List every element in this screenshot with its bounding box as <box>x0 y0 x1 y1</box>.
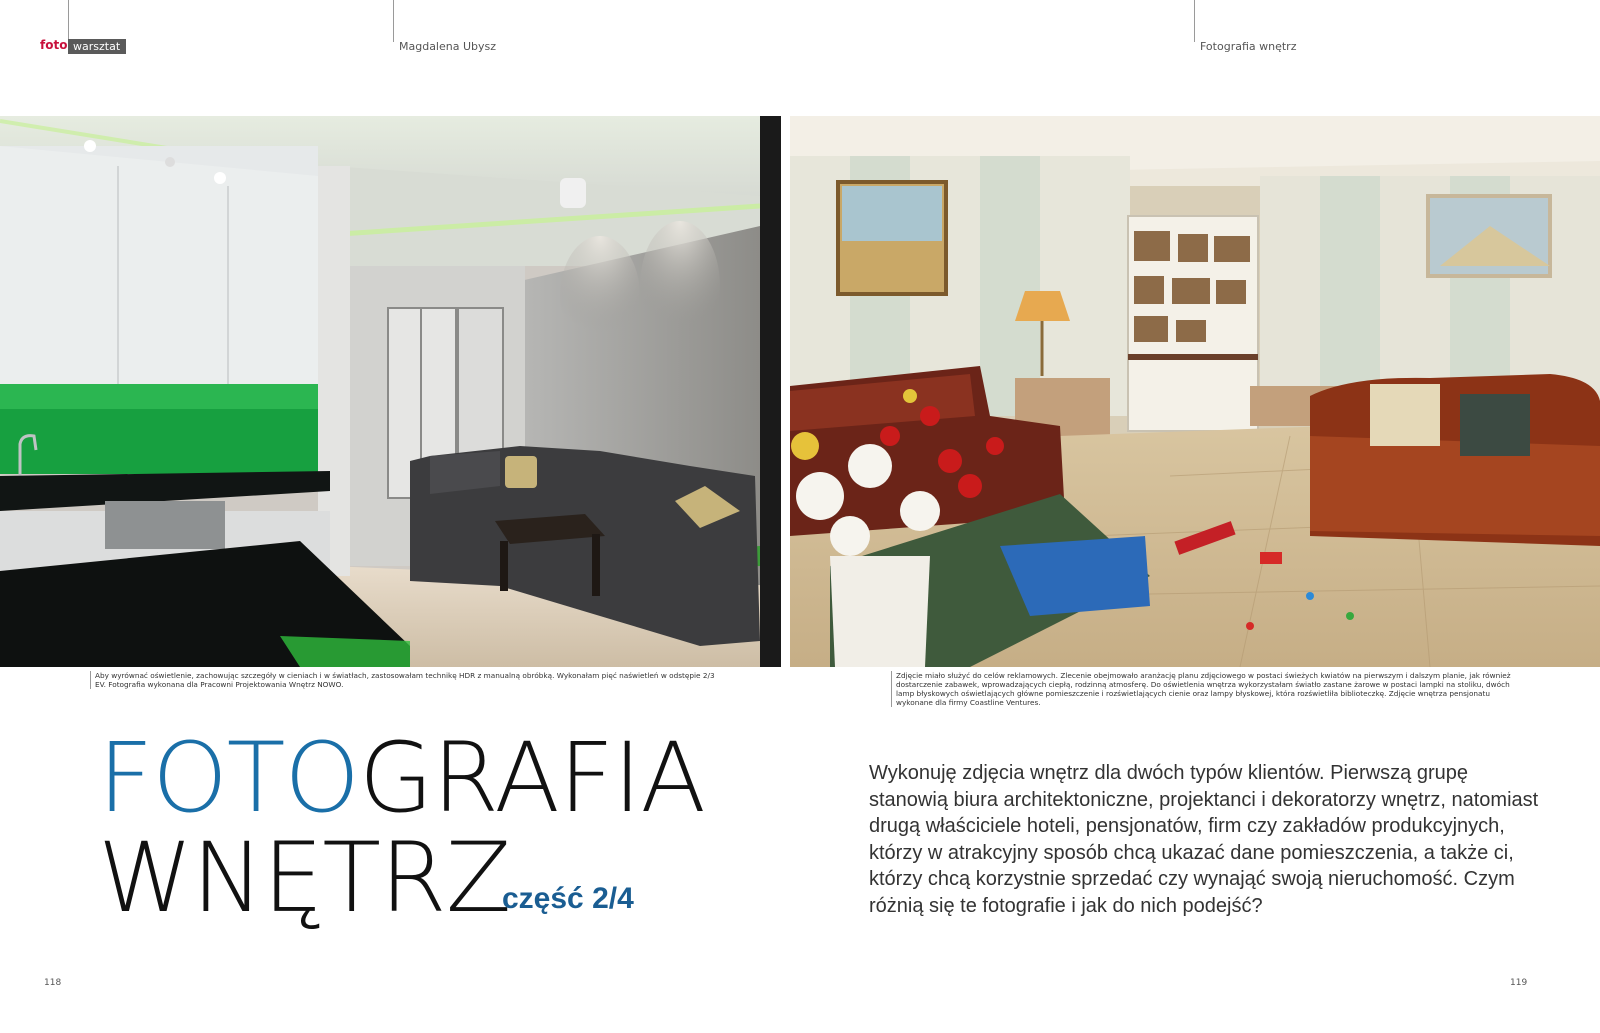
guesthouse-living-room-illustration <box>790 116 1600 667</box>
series-part-label: część 2/4 <box>502 882 634 915</box>
header-rule-2 <box>393 0 394 42</box>
header-rule-1 <box>68 0 69 42</box>
article-lede: Wykonuję zdjęcia wnętrz dla dwóch typów klientów. Pierwszą grupę stanowią biura architektoniczne, projektanci i dekoratorzy wnętrz, natomiast drugą właściciele hoteli, pensjonatów, firm czy zakładów produkcyjnych, którzy w atrakcyjny sposób chcą ukazać dane pomieszczenia, a także ci, którzy chcą korzystnie sprzedać czy wynająć swoją nieruchomość. Czym różnią się te fotografie i jak do nich podejść? <box>869 762 1539 917</box>
photo-caption-right: Zdjęcie miało służyć do celów reklamowych. Zlecenie obejmowało aranżację planu zdjęciowego w postaci świeżych kwiatów na pierwszym i dalszym planie, jak również dostarczenie zabawek, wprowadzających ciepłą, rodzinną atmosferę. Do oświetlenia wnętrza wykorzystałam światło zastane żarowe w postaci lampki na stoliku, dwóch lamp błyskowych oświetlających główne pomieszczenie i rozświetlających cienie oraz lampy błyskowej, która rozświetliła biblioteczkę. Zdjęcie wnętrza pensjonatu wykonane dla firmy Coastline Ventures. <box>891 671 1526 707</box>
guesthouse-living-room-photo <box>790 116 1600 667</box>
header-rule-3 <box>1194 0 1195 42</box>
kitchen-living-room-illustration <box>0 116 781 667</box>
article-topic: Fotografia wnętrz <box>1200 40 1297 53</box>
author-name: Magdalena Ubysz <box>399 40 497 53</box>
kitchen-living-room-photo <box>0 116 781 667</box>
title-rest: GRAFIA <box>358 722 706 834</box>
photo-caption-left: Aby wyrównać oświetlenie, zachowując szczegóły w cieniach i w światłach, zastosowałam technikę HDR z manualną obróbką. Wykonałam pięć naświetleń w odstępie 2/3 EV. Fotografia wykonana dla Pracowni Projektowania Wnętrz NOWO. <box>90 671 715 689</box>
page-number-right: 119 <box>1510 978 1528 988</box>
section-label: foto <box>40 38 68 52</box>
page-number-left: 118 <box>44 978 62 988</box>
article-title-line-2: WNĘTRZ <box>98 822 511 934</box>
article-title-line-1 <box>98 722 706 834</box>
section-tag: warsztat <box>68 39 126 54</box>
title-highlight: FOTO <box>98 722 359 834</box>
